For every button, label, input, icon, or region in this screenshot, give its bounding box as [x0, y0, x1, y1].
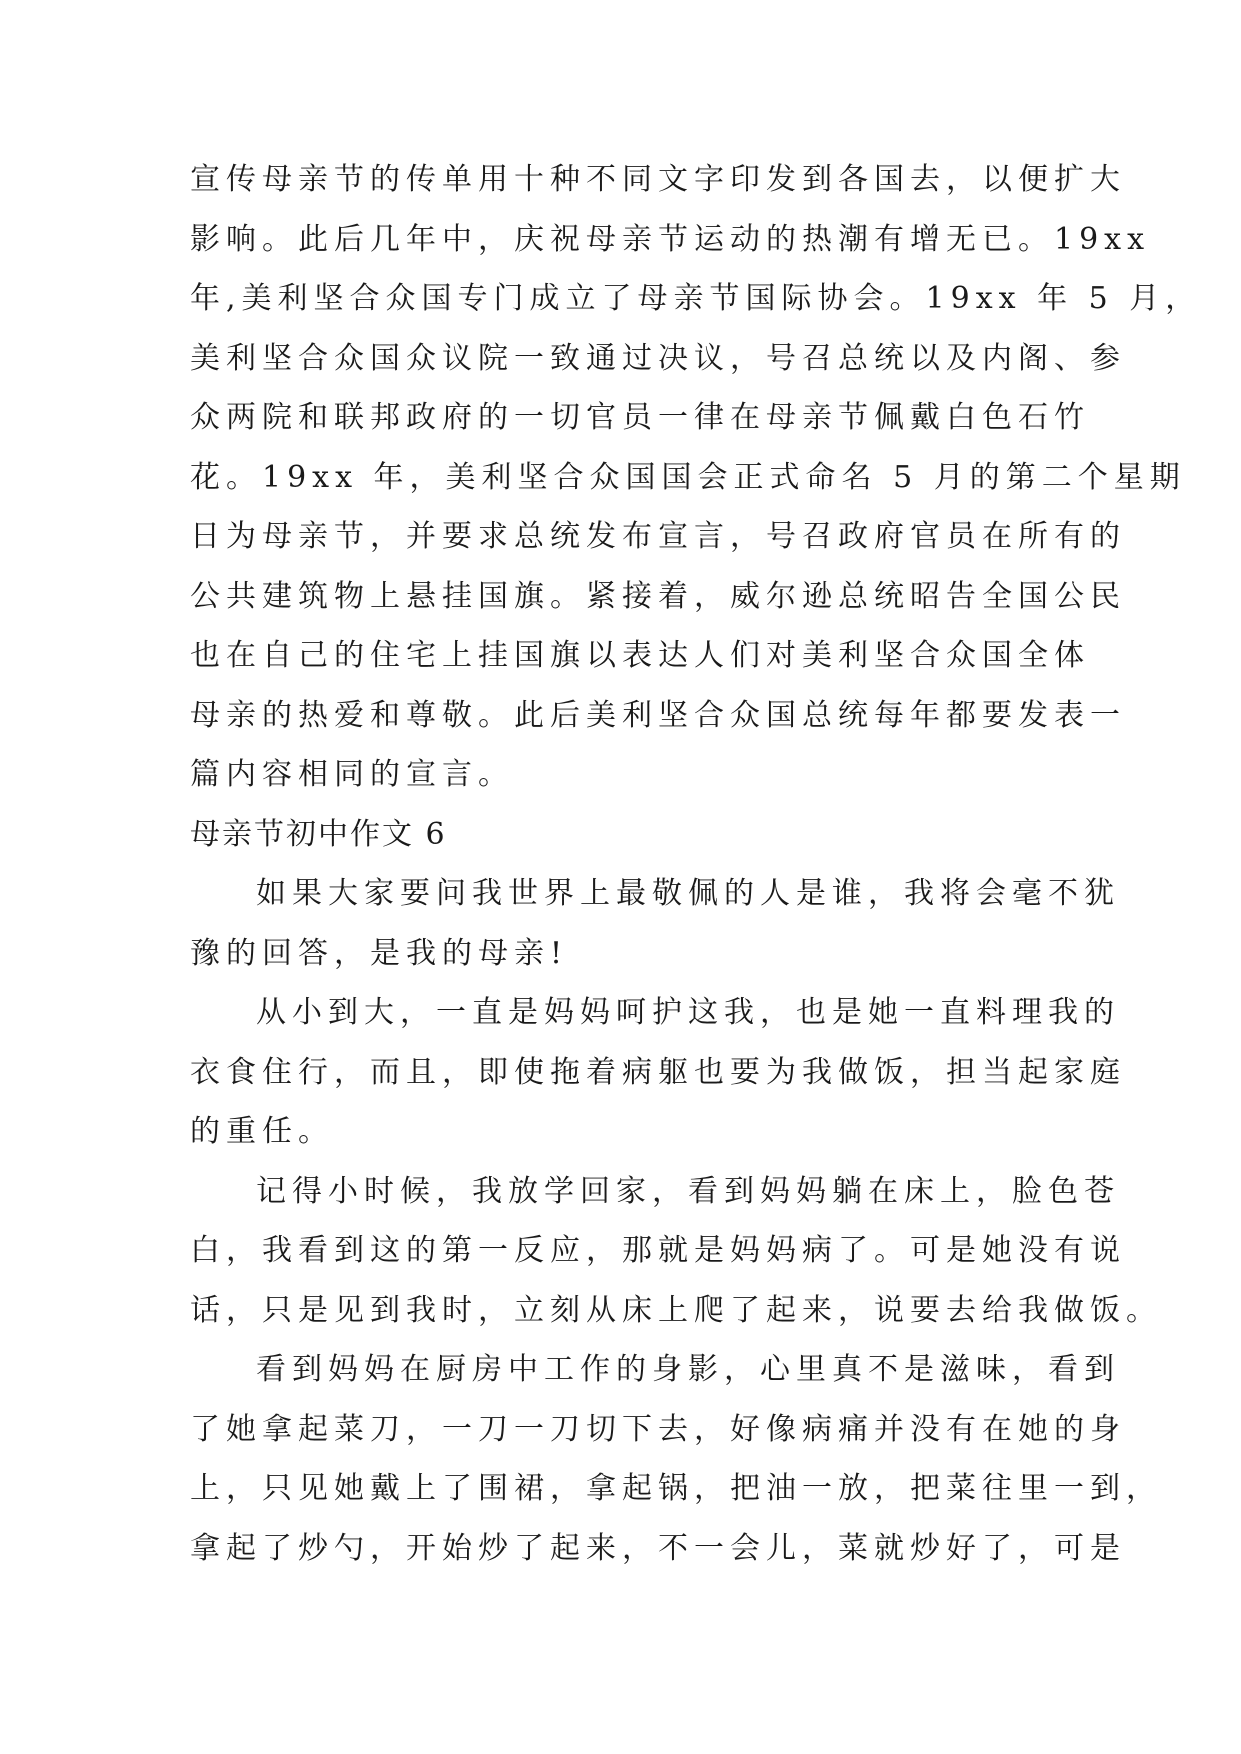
text-line: 篇内容相同的宣言。 [190, 757, 514, 792]
text-line: 豫的回答，是我的母亲! [190, 935, 569, 971]
paragraph-first-line: 看到妈妈在厨房中工作的身影，心里真不是滋味，看到 [256, 1352, 1120, 1387]
text-line: 母亲的热爱和尊敬。此后美利坚合众国总统每年都要发表一 [190, 697, 1126, 733]
text-line: 也在自己的住宅上挂国旗以表达人们对美利坚合众国全体 [190, 638, 1090, 673]
document-body [190, 150, 1202, 1578]
text-line: 白，我看到这的第一反应，那就是妈妈病了。可是她没有说 [190, 1233, 1126, 1268]
text-line: 年,美利坚合众国专门成立了母亲节国际协会。19xx 年 5 月， [190, 281, 1202, 316]
text-line: 话，只是见到我时，立刻从床上爬了起来，说要去给我做饭。 [190, 1292, 1162, 1328]
text-line: 美利坚合众国众议院一致通过决议，号召总统以及内阁、参 [190, 340, 1126, 376]
text-line: 众两院和联邦政府的一切官员一律在母亲节佩戴白色石竹 [190, 400, 1090, 435]
text-line: 影响。此后几年中，庆祝母亲节运动的热潮有增无已。19xx [190, 221, 1151, 257]
text-line: 花。19xx 年，美利坚合众国国会正式命名 5 月的第二个星期 [190, 459, 1186, 495]
text-line: 公共建筑物上悬挂国旗。紧接着，威尔逊总统昭告全国公民 [190, 578, 1126, 614]
section-heading: 母亲节初中作文 6 [190, 816, 447, 852]
paragraph-first-line: 从小到大，一直是妈妈呵护这我，也是她一直料理我的 [256, 995, 1120, 1030]
text-line: 了她拿起菜刀，一刀一刀切下去，好像病痛并没有在她的身 [190, 1411, 1126, 1447]
text-line: 拿起了炒勺，开始炒了起来，不一会儿，菜就炒好了，可是 [190, 1530, 1126, 1566]
paragraph-first-line: 如果大家要问我世界上最敬佩的人是谁，我将会毫不犹 [256, 876, 1120, 911]
paragraph-first-line: 记得小时候，我放学回家，看到妈妈躺在床上，脸色苍 [256, 1173, 1120, 1209]
text-line: 宣传母亲节的传单用十种不同文字印发到各国去，以便扩大 [190, 162, 1126, 197]
text-line: 的重任。 [190, 1114, 334, 1149]
text-line: 衣食住行，而且，即使拖着病躯也要为我做饭，担当起家庭 [190, 1054, 1126, 1090]
text-line: 日为母亲节，并要求总统发布宣言，号召政府官员在所有的 [190, 519, 1126, 554]
text-line: 上，只见她戴上了围裙，拿起锅，把油一放，把菜往里一到， [190, 1471, 1162, 1506]
